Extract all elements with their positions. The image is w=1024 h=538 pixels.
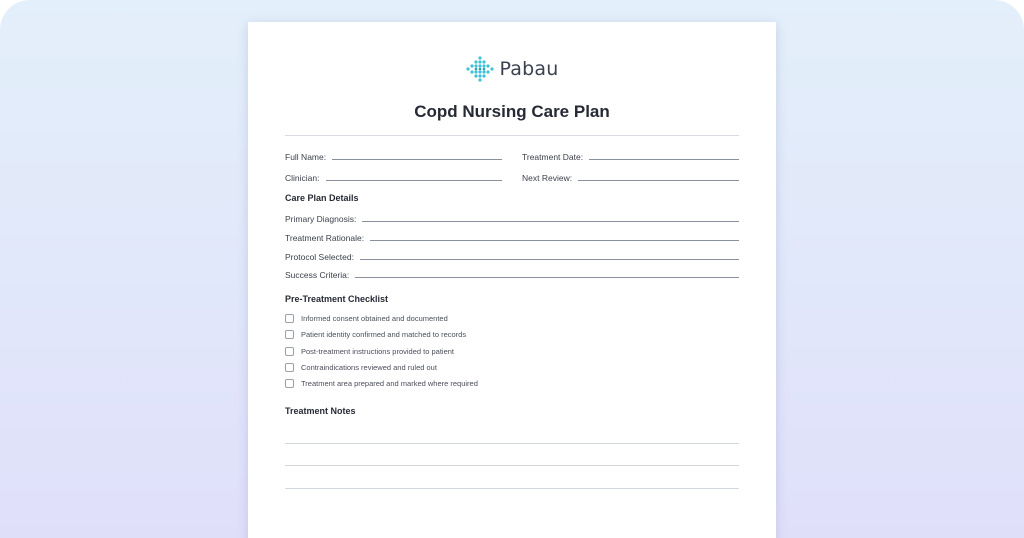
checklist-item[interactable] [285,347,454,356]
success-criteria-line [355,277,739,278]
checklist-item[interactable] [285,379,478,388]
checkbox[interactable] [285,379,294,388]
document-sheet [248,22,776,538]
checkbox[interactable] [285,330,294,339]
checkbox[interactable] [285,363,294,372]
checklist-heading: Pre-Treatment Checklist [285,294,389,304]
brand-logo [248,56,776,82]
full-name-label: Full Name: [285,152,327,162]
next-review-line [578,180,739,181]
notes-line[interactable] [285,465,739,466]
treatment-date-label: Treatment Date: [522,152,584,162]
full-name-field[interactable] [285,150,502,162]
clinician-line [326,180,503,181]
clinician-label: Clinician: [285,173,320,183]
checklist-item[interactable] [285,314,448,323]
checklist-item-label: Contraindications reviewed and ruled out [301,363,437,372]
treatment-rationale-field[interactable] [285,231,739,243]
checkbox[interactable] [285,347,294,356]
primary-diagnosis-field[interactable] [285,212,739,224]
primary-diagnosis-label: Primary Diagnosis: [285,214,357,224]
checklist-item-label: Treatment area prepared and marked where required [301,379,478,388]
clinician-field[interactable] [285,171,502,183]
treatment-rationale-line [370,240,739,241]
protocol-selected-line [360,259,739,260]
protocol-selected-label: Protocol Selected: [285,252,354,262]
brand-name: Pabau [499,58,559,80]
success-criteria-field[interactable] [285,268,739,280]
treatment-date-field[interactable] [522,150,739,162]
checklist-item[interactable] [285,363,437,372]
care-plan-heading: Care Plan Details [285,193,359,203]
primary-diagnosis-line [362,221,739,222]
treatment-rationale-label: Treatment Rationale: [285,233,365,243]
treatment-date-line [589,159,739,160]
diamond-dots-logo-icon [466,56,494,82]
protocol-selected-field[interactable] [285,250,739,262]
checklist-item-label: Post-treatment instructions provided to patient [301,347,454,356]
next-review-label: Next Review: [522,173,573,183]
notes-line[interactable] [285,488,739,489]
notes-line[interactable] [285,443,739,444]
checklist-item[interactable] [285,330,466,339]
next-review-field[interactable] [522,171,739,183]
checkbox[interactable] [285,314,294,323]
success-criteria-label: Success Criteria: [285,270,350,280]
title-divider [285,135,739,136]
notes-heading: Treatment Notes [285,406,356,416]
full-name-line [332,159,502,160]
document-title: Copd Nursing Care Plan [414,102,610,121]
checklist-item-label: Patient identity confirmed and matched to records [301,330,467,339]
checklist-item-label: Informed consent obtained and documented [301,314,448,323]
